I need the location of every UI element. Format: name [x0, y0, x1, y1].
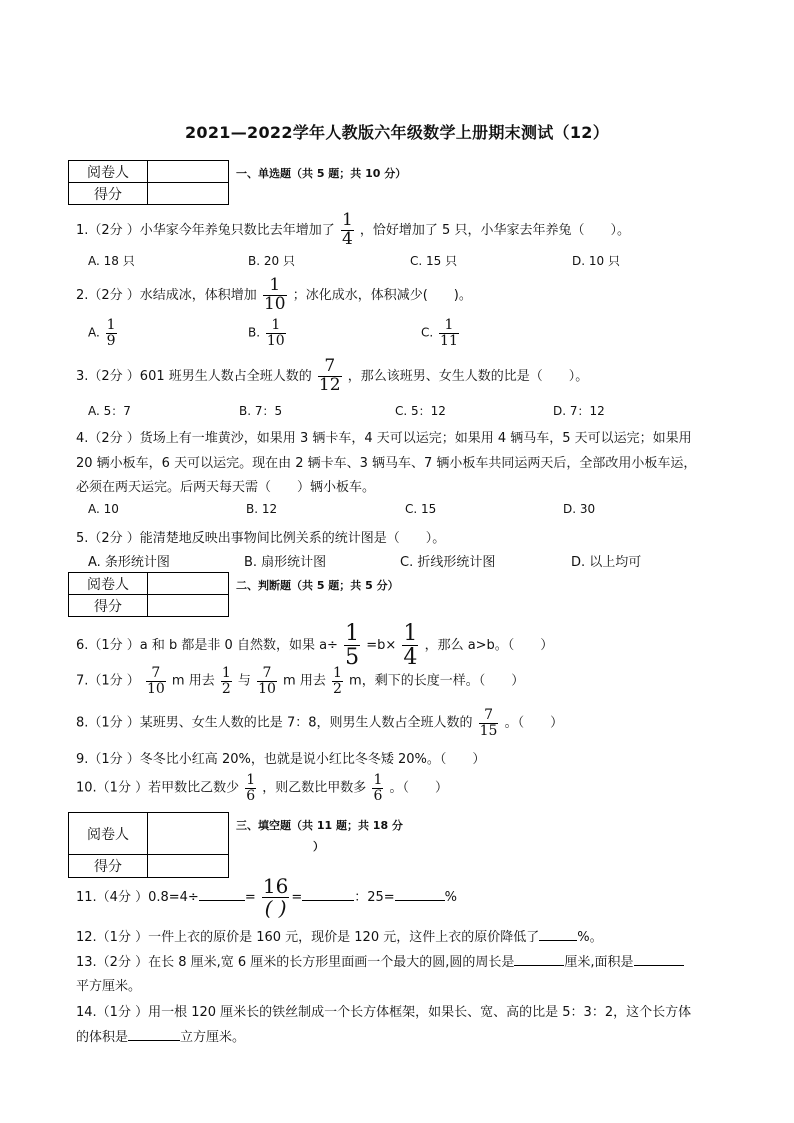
- reviewer-label: 阅卷人: [69, 573, 148, 595]
- q1-prefix: 1.（2分 ）小华家今年养兔只数比去年增加了: [76, 222, 335, 238]
- q7-fraction-2: $\frac{1}{2}$: [221, 665, 231, 697]
- q1-option-b[interactable]: B. 20 只: [248, 254, 295, 268]
- score-blank[interactable]: [148, 595, 229, 617]
- q5-option-d[interactable]: D. 以上均可: [571, 555, 642, 570]
- q2-fraction: $\frac{1}{10}$: [263, 275, 286, 314]
- q5-option-b[interactable]: B. 扇形统计图: [244, 555, 327, 570]
- question-1: [76, 212, 630, 249]
- q3-prefix: 3.（2分 ）601 班男生人数占全班人数的: [76, 368, 312, 384]
- q1-option-d[interactable]: D. 10 只: [572, 254, 620, 268]
- q10-fraction-2: $\frac{1}{6}$: [373, 772, 383, 804]
- q7-fraction-4: $\frac{1}{2}$: [332, 665, 342, 697]
- score-blank[interactable]: [148, 183, 229, 205]
- q12-blank[interactable]: [539, 940, 577, 941]
- q10-fraction-1: $\frac{1}{6}$: [246, 772, 256, 804]
- q6-fraction-1: $\frac{1}{5}$: [345, 621, 360, 671]
- q7-fraction-3: $\frac{7}{10}$: [258, 665, 276, 697]
- q4-option-b[interactable]: B. 12: [246, 502, 278, 516]
- section-3-heading-close: ）: [313, 840, 324, 853]
- q1-fraction: $\frac{1}{4}$: [341, 210, 353, 249]
- q3-option-d[interactable]: D. 7：12: [553, 404, 605, 418]
- q2-option-c[interactable]: C. $\frac{1}{11}$: [421, 317, 458, 349]
- question-3: [76, 358, 588, 395]
- q3-option-c[interactable]: C. 5：12: [395, 404, 446, 418]
- question-5: 5.（2分 ）能清楚地反映出事物间比例关系的统计图是（ ）。: [76, 531, 446, 546]
- q5-option-a[interactable]: A. 条形统计图: [88, 555, 170, 570]
- question-14-line-1: 14.（1分 ）用一根 120 厘米长的铁丝制成一个长方体框架，如果长、宽、高的比是 5：3：2，这个长方体: [76, 1005, 692, 1020]
- grader-table-3: [68, 812, 229, 878]
- q11-fraction: $\frac{16}{( )}$: [262, 874, 289, 920]
- q14-blank[interactable]: [128, 1040, 180, 1041]
- q11-blank-2[interactable]: [302, 900, 354, 901]
- score-label: 得分: [69, 595, 148, 617]
- reviewer-blank[interactable]: [148, 573, 229, 595]
- question-11: 11.（4分 ）0.8=4÷ = $\frac{16}{( )}$ = ：25= %: [76, 874, 458, 920]
- question-10: 10.（1分 ）若甲数比乙数少 $\frac{1}{6}$ ，则乙数比甲数多 $\frac{1}{6}$ 。（ ）: [76, 772, 449, 804]
- reviewer-label: 阅卷人: [69, 813, 148, 855]
- score-blank[interactable]: [148, 855, 229, 878]
- q3-fraction: $\frac{7}{12}$: [318, 356, 341, 395]
- question-13: 13.（2分 ）在长 8 厘米,宽 6 厘米的长方形里面画一个最大的圆,圆的周长是 厘米,面积是: [76, 951, 684, 970]
- question-7: 7.（1分 ） $\frac{7}{10}$ m 用去 $\frac{1}{2}$ 与 $\frac{7}{10}$ m 用去 $\frac{1}{2}$ m，剩下的长度一样。（ ）: [76, 665, 525, 697]
- q4-option-a[interactable]: A. 10: [88, 502, 119, 516]
- q11-blank-3[interactable]: [395, 900, 445, 901]
- q6-fraction-2: $\frac{1}{4}$: [403, 621, 418, 671]
- question-14-line-2: 的体积是 立方厘米。: [76, 1030, 246, 1045]
- question-4-line-1: 4.（2分 ）货场上有一堆黄沙，如果用 3 辆卡车，4 天可以运完；如果用 4 辆马车，5 天可以运完；如果用: [76, 431, 692, 446]
- q4-option-d[interactable]: D. 30: [563, 502, 596, 516]
- reviewer-blank[interactable]: [148, 813, 229, 855]
- q1-option-c[interactable]: C. 15 只: [410, 254, 458, 268]
- section-1-heading: 一、单选题（共 5 题；共 10 分）: [236, 167, 407, 180]
- grader-table-2: [68, 572, 229, 617]
- q7-fraction-1: $\frac{7}{10}$: [146, 665, 165, 697]
- q3-option-b[interactable]: B. 7：5: [239, 404, 283, 418]
- score-label: 得分: [69, 183, 148, 205]
- q13-blank-1[interactable]: [514, 965, 564, 966]
- q3-suffix: ，那么该班男、女生人数的比是（ ）。: [347, 368, 589, 384]
- question-9: 9.（1分 ）冬冬比小红高 20%，也就是说小红比冬冬矮 20%。（ ）: [76, 752, 486, 767]
- q5-option-c[interactable]: C. 折线形统计图: [400, 555, 496, 570]
- grader-table-1: [68, 160, 229, 205]
- question-8: 8.（1分 ）某班男、女生人数的比是 7：8，则男生人数占全班人数的 $\frac{7}{15}$ 。（ ）: [76, 707, 564, 739]
- reviewer-blank[interactable]: [148, 161, 229, 183]
- q3-option-a[interactable]: A. 5：7: [88, 404, 131, 418]
- page-title: 2021—2022学年人教版六年级数学上册期末测试（12）: [184, 123, 610, 142]
- reviewer-label: 阅卷人: [69, 161, 148, 183]
- question-4-line-3: 必须在两天运完。后两天每天需（ ）辆小板车。: [76, 480, 376, 495]
- q1-option-a[interactable]: A. 18 只: [88, 254, 135, 268]
- q2-suffix: ；冰化成水，体积减少( )。: [292, 287, 472, 303]
- q2-option-a[interactable]: A. $\frac{1}{9}$: [88, 317, 116, 349]
- question-6: 6.（1分 ）a 和 b 都是非 0 自然数，如果 a÷ $\frac{1}{5}$ =b× $\frac{1}{4}$ ，那么 a>b。（ ）: [76, 621, 554, 671]
- question-2: [76, 277, 472, 314]
- q4-option-c[interactable]: C. 15: [405, 502, 437, 516]
- q8-fraction: $\frac{7}{15}$: [479, 707, 498, 739]
- question-12: 12.（1分 ）一件上衣的原价是 160 元，现价是 120 元，这件上衣的原价降低了 %。: [76, 930, 603, 945]
- section-2-heading: 二、判断题（共 5 题；共 5 分）: [236, 579, 399, 592]
- question-13-line-2: 平方厘米。: [76, 979, 142, 994]
- q1-suffix: ，恰好增加了 5 只，小华家去年养兔（ ）。: [359, 222, 630, 238]
- section-3-heading: 三、填空题（共 11 题；共 18 分: [236, 819, 403, 832]
- q11-blank-1[interactable]: [199, 900, 245, 901]
- question-4-line-2: 20 辆小板车，6 天可以运完。现在由 2 辆卡车、3 辆马车、7 辆小板车共同运两天后，全部改用小板车运，: [76, 456, 697, 471]
- q2-option-b[interactable]: B. $\frac{1}{10}$: [248, 317, 285, 349]
- score-label: 得分: [69, 855, 148, 878]
- q2-prefix: 2.（2分 ）水结成冰，体积增加: [76, 287, 257, 303]
- q13-blank-2[interactable]: [634, 965, 684, 966]
